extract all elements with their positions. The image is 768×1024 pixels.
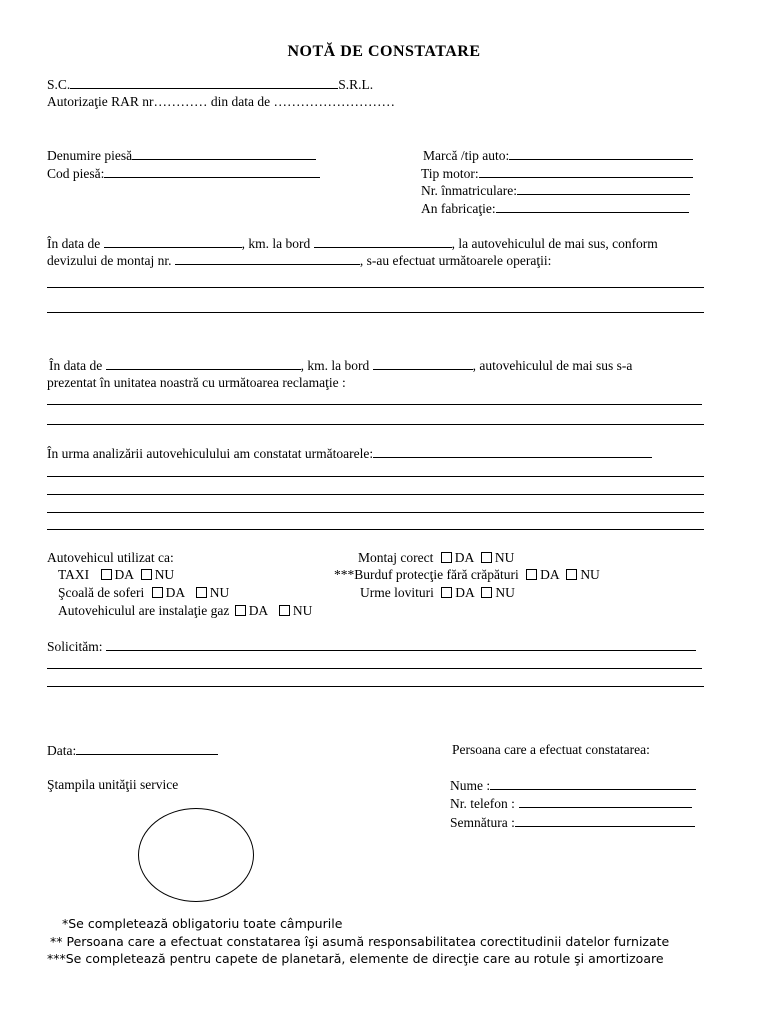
year-label: An fabricaţie: bbox=[421, 201, 496, 216]
signature-row bbox=[450, 814, 695, 831]
school-yes-checkbox[interactable] bbox=[152, 587, 163, 598]
gas-no-label: NU bbox=[292, 603, 313, 618]
complaint-text-b: prezentat în unitatea noastră cu următoarea reclamaţie : bbox=[47, 375, 346, 390]
operations-line[interactable] bbox=[47, 287, 704, 288]
note-required: *Se completează obligatoriu toate câmpurile bbox=[62, 916, 343, 931]
phone-label: Nr. telefon : bbox=[450, 796, 515, 811]
person-title: Persoana care a efectuat constatarea: bbox=[452, 742, 650, 757]
request-field[interactable] bbox=[106, 638, 696, 651]
school-label: Şcoală de soferi bbox=[58, 585, 145, 600]
complaint-line[interactable] bbox=[47, 424, 704, 425]
operations-km-label: , km. la bord bbox=[241, 236, 311, 251]
taxi-no-checkbox[interactable] bbox=[141, 569, 152, 580]
brand-label: Marcă /tip auto: bbox=[423, 148, 510, 163]
complaint-line[interactable] bbox=[47, 404, 702, 405]
complaint-km-label: , km. la bord bbox=[300, 358, 370, 373]
engine-label: Tip motor: bbox=[421, 166, 479, 181]
name-label: Nume : bbox=[450, 778, 491, 793]
boot-no-checkbox[interactable] bbox=[566, 569, 577, 580]
findings-row bbox=[47, 445, 652, 462]
quote-number-field[interactable] bbox=[175, 252, 360, 265]
phone-row bbox=[450, 795, 692, 812]
mount-row bbox=[358, 550, 514, 566]
page-title: NOTĂ DE CONSTATARE bbox=[287, 43, 481, 60]
note-responsibility: ** Persoana care a efectuat constatarea îşi asumă responsabilitatea corectitudinii datelor furnizate bbox=[50, 934, 670, 949]
taxi-yes-checkbox[interactable] bbox=[101, 569, 112, 580]
school-yes-label: DA bbox=[165, 585, 185, 600]
operations-text-b: devizului de montaj nr. bbox=[47, 253, 172, 268]
gas-label: Autovehiculul are instalaţie gaz bbox=[58, 603, 230, 618]
stamp-label: Ştampila unităţii service bbox=[47, 777, 179, 792]
operations-km-field[interactable] bbox=[314, 235, 452, 248]
date-row bbox=[47, 742, 218, 759]
boot-label: ***Burduf protecţie fără crăpături bbox=[334, 567, 519, 582]
mount-yes-checkbox[interactable] bbox=[441, 552, 452, 563]
operations-line[interactable] bbox=[47, 312, 704, 313]
plate-row bbox=[421, 182, 690, 199]
boot-yes-label: DA bbox=[540, 567, 559, 582]
usage-label: Autovehicul utilizat ca: bbox=[47, 550, 174, 565]
year-field[interactable] bbox=[496, 200, 689, 213]
name-row bbox=[450, 777, 696, 794]
findings-line[interactable] bbox=[47, 512, 704, 513]
phone-field[interactable] bbox=[519, 795, 692, 808]
findings-line[interactable] bbox=[47, 494, 704, 495]
school-no-label: NU bbox=[209, 585, 230, 600]
operations-text-c: , s-au efectuat următoarele operaţii: bbox=[359, 253, 552, 268]
mount-label: Montaj corect bbox=[358, 550, 434, 565]
company-name-field[interactable] bbox=[70, 76, 338, 89]
part-name-label: Denumire piesă bbox=[47, 148, 133, 163]
impacts-no-checkbox[interactable] bbox=[481, 587, 492, 598]
signature-field[interactable] bbox=[515, 814, 695, 827]
signature-label: Semnătura : bbox=[450, 815, 515, 830]
srl-label: S.R.L. bbox=[338, 77, 374, 92]
school-row bbox=[58, 585, 229, 601]
company-line bbox=[47, 76, 373, 93]
mount-yes-label: DA bbox=[454, 550, 474, 565]
part-code-row bbox=[47, 165, 320, 182]
engine-field[interactable] bbox=[479, 165, 693, 178]
findings-field[interactable] bbox=[373, 445, 652, 458]
engine-row bbox=[421, 165, 693, 182]
boot-row bbox=[334, 567, 600, 583]
gas-no-checkbox[interactable] bbox=[279, 605, 290, 616]
part-code-field[interactable] bbox=[104, 165, 320, 178]
operations-text-a: , la autovehiculul de mai sus, conform bbox=[451, 236, 658, 251]
part-code-label: Cod piesă: bbox=[47, 166, 105, 181]
request-line[interactable] bbox=[47, 686, 704, 687]
taxi-label: TAXI bbox=[58, 567, 90, 582]
impacts-yes-checkbox[interactable] bbox=[441, 587, 452, 598]
complaint-km-field[interactable] bbox=[373, 357, 473, 370]
sc-label: S.C. bbox=[47, 77, 71, 92]
brand-row bbox=[423, 147, 693, 164]
request-line[interactable] bbox=[47, 668, 702, 669]
mount-no-checkbox[interactable] bbox=[481, 552, 492, 563]
complaint-text-a: , autovehiculul de mai sus s-a bbox=[472, 358, 633, 373]
plate-label: Nr. înmatriculare: bbox=[421, 183, 517, 198]
complaint-date-label: În data de bbox=[49, 358, 103, 373]
impacts-label: Urme lovituri bbox=[360, 585, 434, 600]
impacts-no-label: NU bbox=[495, 585, 515, 600]
stamp-circle bbox=[138, 808, 254, 902]
impacts-yes-label: DA bbox=[455, 585, 475, 600]
operations-date-row bbox=[47, 235, 658, 252]
request-label: Solicităm: bbox=[47, 639, 103, 654]
findings-label: În urma analizării autovehiculului am constatat următoarele: bbox=[47, 446, 374, 461]
findings-line[interactable] bbox=[47, 476, 704, 477]
name-field[interactable] bbox=[490, 777, 696, 790]
findings-line[interactable] bbox=[47, 529, 704, 530]
mount-no-label: NU bbox=[494, 550, 515, 565]
taxi-no-label: NU bbox=[154, 567, 175, 582]
gas-yes-label: DA bbox=[248, 603, 268, 618]
request-row bbox=[47, 638, 696, 655]
gas-yes-checkbox[interactable] bbox=[235, 605, 246, 616]
complaint-date-field[interactable] bbox=[106, 357, 301, 370]
part-name-field[interactable] bbox=[132, 147, 316, 160]
taxi-yes-label: DA bbox=[114, 567, 134, 582]
part-name-row bbox=[47, 147, 316, 164]
plate-field[interactable] bbox=[517, 182, 690, 195]
operations-quote-row bbox=[47, 252, 551, 269]
school-no-checkbox[interactable] bbox=[196, 587, 207, 598]
date-field[interactable] bbox=[76, 742, 218, 755]
complaint-date-row bbox=[49, 357, 632, 374]
authorization-line: Autorizaţie RAR nr………… din data de ……………………… bbox=[47, 94, 395, 109]
year-row bbox=[421, 200, 689, 217]
boot-no-label: NU bbox=[580, 567, 600, 582]
taxi-row bbox=[58, 567, 174, 583]
impacts-row bbox=[360, 585, 515, 601]
operations-date-label: În data de bbox=[47, 236, 101, 251]
date-label: Data: bbox=[47, 743, 77, 758]
boot-yes-checkbox[interactable] bbox=[526, 569, 537, 580]
brand-field[interactable] bbox=[509, 147, 693, 160]
gas-row bbox=[58, 603, 312, 619]
note-components: ***Se completează pentru capete de planetară, elemente de direcţie care au rotule şi amortizoare bbox=[47, 951, 664, 966]
operations-date-field[interactable] bbox=[104, 235, 242, 248]
